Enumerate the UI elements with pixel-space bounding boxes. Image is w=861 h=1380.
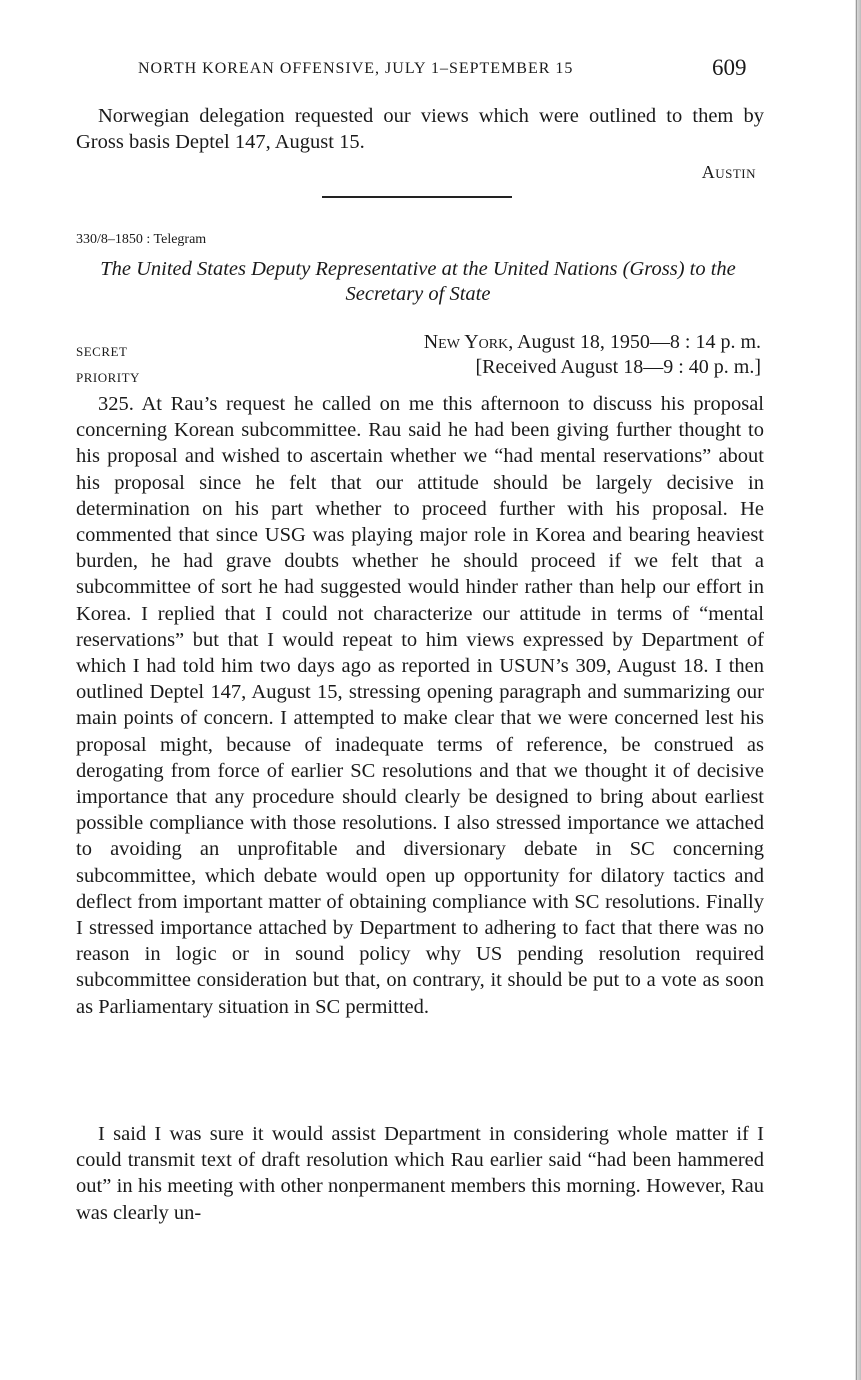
page-number: 609 bbox=[712, 55, 747, 80]
received-line: [Received August 18—9 : 40 p. m.] bbox=[475, 356, 761, 378]
previous-closing-paragraph: Norwegian delegation requested our views which were outlined to them by Gross basis Deptel 147, August 15. bbox=[76, 105, 764, 154]
dateline-place: New York bbox=[423, 331, 509, 353]
body-paragraph: 325. At Rau’s request he called on me this afternoon to discuss his proposal concerning Korean subcommittee. Rau said he had been giving further thought to his proposal and wished to ascertain whether we “had mental reservations” about his proposal since he felt that our attitude should be largely decisive in determination on his part whether to proceed further with his proposal. He commented that since USG was playing major role in Korea and bearing heaviest burden, he had grave doubts whether he should proceed if we felt that a subcommittee of sort he had suggested would hinder rather than help our effort in Korea. I replied that I could not characterize our attitude in terms of “mental reservations” but that I would repeat to him views expressed by Department of which I had told him two days ago as reported in USUN’s 309, August 18. I then outlined Deptel 147, August 15, stressing opening paragraph and summarizing our main points of concern. I attempted to make clear that we were concerned lest his proposal might, because of inadequate terms of reference, be construed as derogating from force of earlier SC resolutions and that we thought it of decisive importance that any procedure should clearly be designed to bring about earliest possible compliance with those resolutions. I also stressed importance we attached to avoiding an unprofitable and diversionary debate in SC concerning subcommittee, which debate would open up opportunity for dilatory tactics and deflect from important matter of obtaining compliance with SC resolutions. Finally I stressed importance attached by Department to adhering to fact that there was no reason in logic or in sound policy why US pending resolution required subcommittee consideration but that, on contrary, it should be put to a vote as soon as Parliamentary situation in SC permitted. bbox=[76, 393, 764, 1018]
classification-secret: SECRET bbox=[76, 344, 128, 359]
document-title: The United States Deputy Representative at the United Nations (Gross) to the Secretary of State bbox=[100, 258, 736, 305]
section-divider bbox=[322, 196, 512, 198]
dateline bbox=[424, 331, 761, 354]
file-reference: 330/8–1850 : Telegram bbox=[76, 232, 207, 247]
dateline-date: , August 18, 1950—8 : 14 p. m. bbox=[508, 331, 761, 353]
body-paragraph: I said I was sure it would assist Department in considering whole matter if I could transmit text of draft resolution which Rau earlier said “had been hammered out” in his meeting with other nonpermanent members this morning. However, Rau was clearly un- bbox=[76, 1123, 764, 1224]
signature: Austin bbox=[701, 162, 756, 182]
page-edge-shadow bbox=[855, 0, 861, 1380]
classification-priority: PRIORITY bbox=[76, 370, 140, 385]
running-head: NORTH KOREAN OFFENSIVE, JULY 1–SEPTEMBER 15 bbox=[138, 60, 574, 77]
